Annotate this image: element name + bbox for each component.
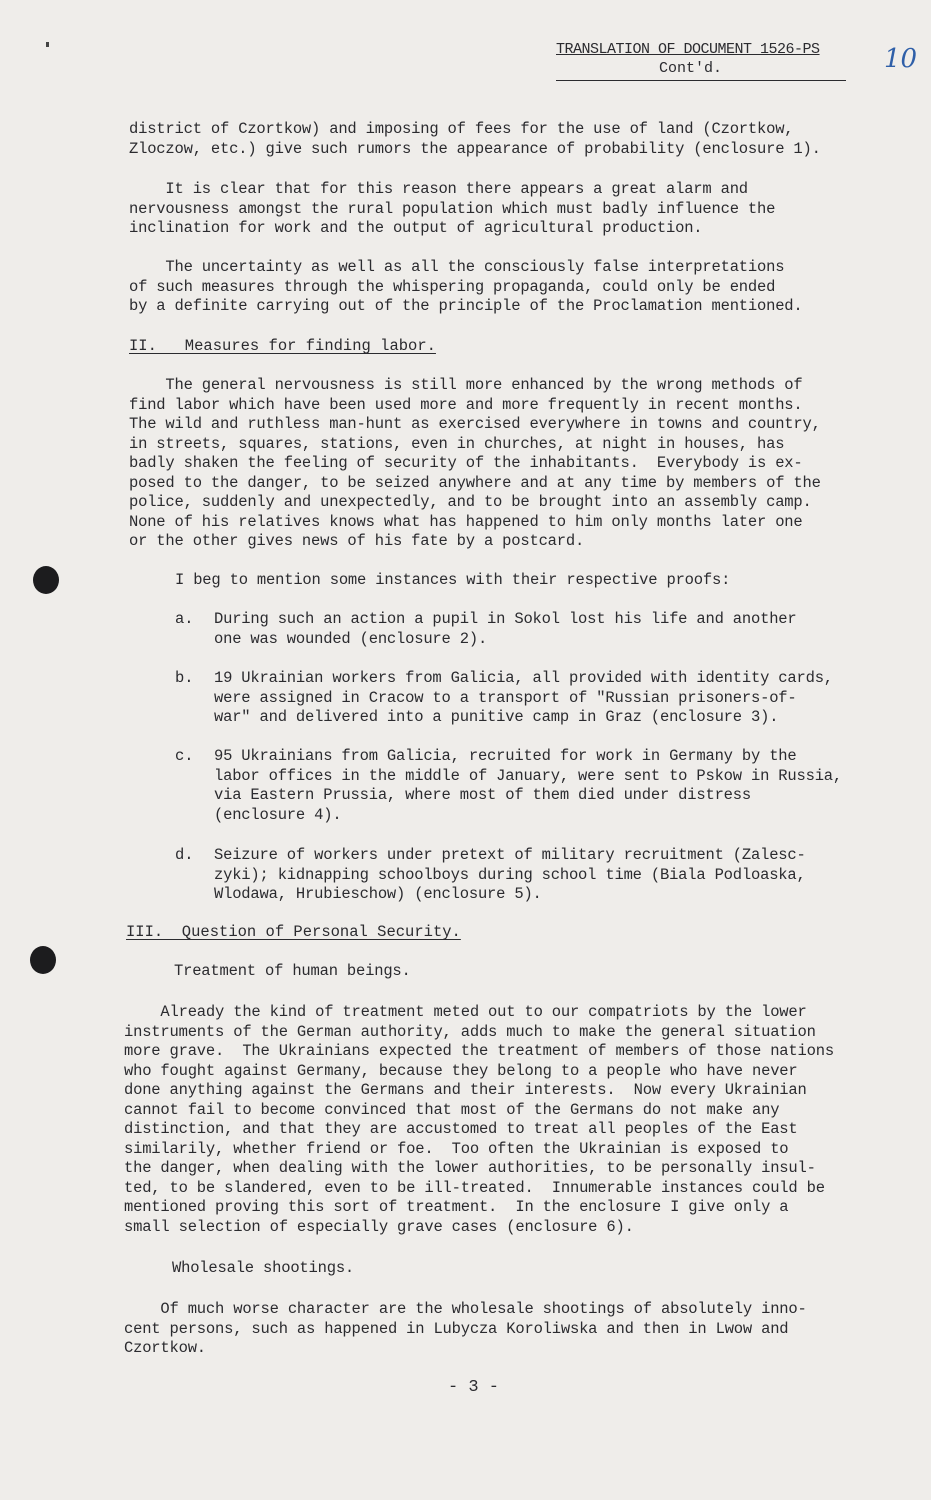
list-item-letter: c. bbox=[175, 747, 194, 765]
list-item-text: During such an action a pupil in Sokol lost his life and another one was wounded (enclosure 2). bbox=[214, 610, 797, 648]
section-3-heading: III. Question of Personal Security. bbox=[126, 923, 461, 941]
paragraph-6: Already the kind of treatment meted out to our compatriots by the lower instruments of the German authority, adds much to make the general situation more grave. The Ukrainians expected the treatment of members of those nations who fought against Germany, because they belong to a people who have never done anything against the Germans and their interests. Now every Ukrainian cannot fail to become convinced that most of the Germans do not make any distinction, and that they are accustomed to treat all peoples of the East similarily, whether friend or foe. Too often the Ukrainian is exposed to the danger, when dealing with the lower authorities, to be personally insul- ted, to be slandered, even to be ill-treated. Innumerable instances could be mentioned proving this sort of treatment. In the enclosure I give only a small selection of especially grave cases (enclosure 6). bbox=[124, 1003, 834, 1236]
section-2-heading: II. Measures for finding labor. bbox=[129, 337, 436, 355]
punch-hole-top bbox=[33, 566, 59, 594]
list-item-letter: d. bbox=[175, 846, 194, 864]
paragraph-2: It is clear that for this reason there appears a great alarm and nervousness amongst the rural population which must badly influence the inclination for work and the output of agricultural production. bbox=[129, 180, 776, 237]
paragraph-1: district of Czortkow) and imposing of fees for the use of land (Czortkow, Zloczow, etc.) give such rumors the appearance of probability (enclosure 1). bbox=[129, 120, 821, 158]
punch-hole-bottom bbox=[30, 946, 56, 974]
margin-mark bbox=[46, 42, 49, 47]
paragraph-4: The general nervousness is still more enhanced by the wrong methods of find labor which have been used more and more frequently in recent months. The wild and ruthless man-hunt as exercised everywhere in towns and country, in streets, squares, stations, even in churches, at night in houses, has badly shaken the feeling of security of the inhabitants. Everybody is ex- posed to the danger, to be seized anywhere and at any time by members of the police, suddenly and unexpectedly, and to be brought into an assembly camp. None of his relatives knows what has happened to him only months later one or the other gives news of his fate by a postcard. bbox=[129, 376, 821, 550]
handwritten-page-note: 10 bbox=[884, 44, 918, 74]
paragraph-7: Of much worse character are the wholesale shootings of absolutely inno- cent persons, such as happened in Lubycza Koroliwska and then in Lwow and Czortkow. bbox=[124, 1300, 807, 1357]
paragraph-5: I beg to mention some instances with their respective proofs: bbox=[175, 571, 731, 589]
paragraph-3: The uncertainty as well as all the consciously false interpretations of such measures through the whispering propaganda, could only be ended by a definite carrying out of the principle of the Proclamation mentioned. bbox=[129, 258, 803, 315]
list-item-text: 19 Ukrainian workers from Galicia, all provided with identity cards, were assigned in Cracow to a transport of "Russian prisoners-of- war" and delivered into a punitive camp in Graz (enclosure 3). bbox=[214, 669, 833, 726]
subheading-treatment: Treatment of human beings. bbox=[174, 962, 411, 980]
page-number: - 3 - bbox=[448, 1378, 500, 1397]
list-item-letter: a. bbox=[175, 610, 194, 628]
list-item-letter: b. bbox=[175, 669, 194, 687]
list-item-text: 95 Ukrainians from Galicia, recruited for work in Germany by the labor offices in the middle of January, were sent to Pskow in Russia, via Eastern Prussia, where most of them died under distress (enclosure 4). bbox=[214, 747, 843, 824]
document-header bbox=[556, 40, 856, 81]
header-subtitle: Cont'd. bbox=[659, 60, 723, 77]
list-item-text: Seizure of workers under pretext of military recruitment (Zalesc- zyki); kidnapping schoolboys during school time (Biala Podloaska, Wlodawa, Hrubieschow) (enclosure 5). bbox=[214, 846, 806, 903]
header-rule bbox=[556, 80, 846, 81]
subheading-shootings: Wholesale shootings. bbox=[172, 1259, 355, 1277]
header-title: TRANSLATION OF DOCUMENT 1526-PS bbox=[556, 41, 820, 58]
